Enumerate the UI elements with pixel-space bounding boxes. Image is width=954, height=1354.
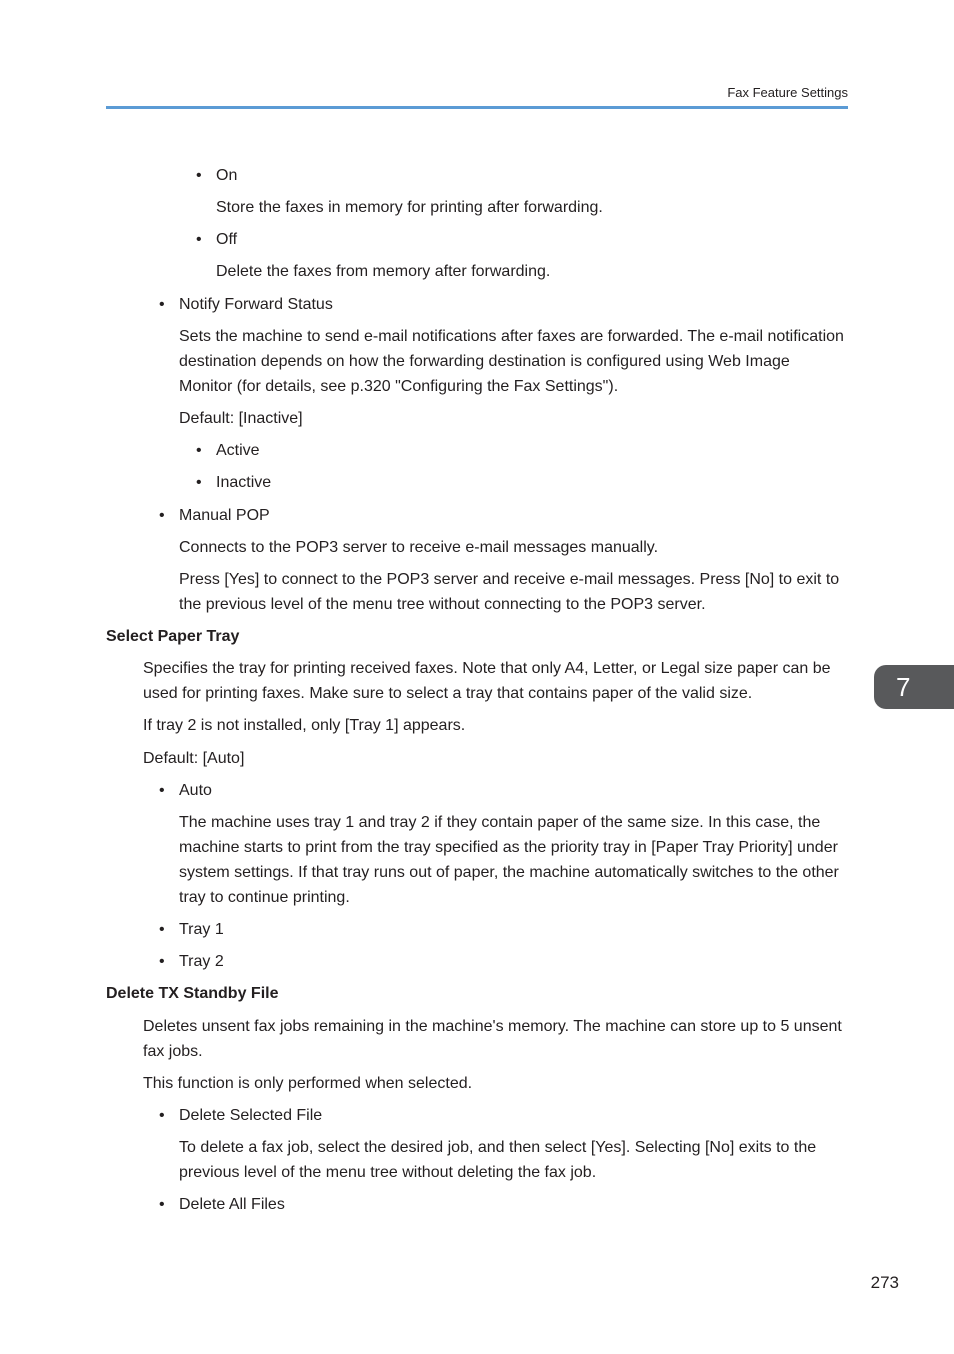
list-item-delete-selected-file: • Delete Selected File [179,1103,322,1128]
section-heading-select-paper-tray: Select Paper Tray [106,628,240,645]
select-tray-description-line-2: used for printing faxes. Make sure to select a tray that contains paper of the valid size. [143,685,753,702]
select-tray-note: If tray 2 is not installed, only [Tray 1] appears. [143,717,466,734]
header-rule [106,106,848,109]
delete-tx-description-line-2: fax jobs. [143,1043,203,1060]
delete-selected-description-line-2: previous level of the menu tree without deleting the fax job. [179,1164,597,1181]
manual-pop-press-line-1: Press [Yes] to connect to the POP3 server and receive e-mail messages. Press [No] to exit to [179,571,840,588]
list-item-manual-pop: • Manual POP [179,503,270,528]
auto-description-line-3: system settings. If that tray runs out of paper, the machine automatically switches to the other [179,864,839,881]
select-tray-default: Default: [Auto] [143,750,245,767]
notify-description-line-1: Sets the machine to send e-mail notifications after faxes are forwarded. The e-mail notification [179,328,844,345]
list-item-tray-1: • Tray 1 [179,917,224,942]
delete-tx-note: This function is only performed when selected. [143,1075,473,1092]
section-heading-delete-tx-standby-file: Delete TX Standby File [106,985,279,1002]
page-number: 273 [870,1273,899,1292]
manual-pop-press-line-2: the previous level of the menu tree without connecting to the POP3 server. [179,596,706,613]
notify-default: Default: [Inactive] [179,410,303,427]
list-item-notify-forward-status: • Notify Forward Status [179,292,333,317]
manual-pop-description: Connects to the POP3 server to receive e-mail messages manually. [179,539,659,556]
chapter-tab: 7 [874,665,954,709]
select-tray-description-line-1: Specifies the tray for printing received faxes. Note that only A4, Letter, or Legal size paper can be [143,660,831,677]
list-item-on: • On [216,163,237,188]
auto-description-line-2: machine starts to print from the tray specified as the priority tray in [Paper Tray Priority] under [179,839,838,856]
list-item-auto: • Auto [179,778,212,803]
auto-description-line-4: tray to continue printing. [179,889,350,906]
list-item-off: • Off [216,227,237,252]
header-title: Fax Feature Settings [727,85,848,100]
delete-tx-description-line-1: Deletes unsent fax jobs remaining in the machine's memory. The machine can store up to 5 unsent [143,1018,842,1035]
auto-description-line-1: The machine uses tray 1 and tray 2 if they contain paper of the same size. In this case, the [179,814,821,831]
off-description: Delete the faxes from memory after forwarding. [216,263,551,280]
on-description: Store the faxes in memory for printing after forwarding. [216,199,603,216]
list-item-delete-all-files: • Delete All Files [179,1192,285,1217]
list-item-active: • Active [216,438,260,463]
notify-description-line-2: destination depends on how the forwarding destination is configured using Web Image [179,353,790,370]
delete-selected-description-line-1: To delete a fax job, select the desired job, and then select [Yes]. Selecting [No] exits to the [179,1139,817,1156]
list-item-tray-2: • Tray 2 [179,949,224,974]
list-item-inactive: • Inactive [216,470,271,495]
notify-description-line-3: Monitor (for details, see p.320 "Configuring the Fax Settings"). [179,378,619,395]
